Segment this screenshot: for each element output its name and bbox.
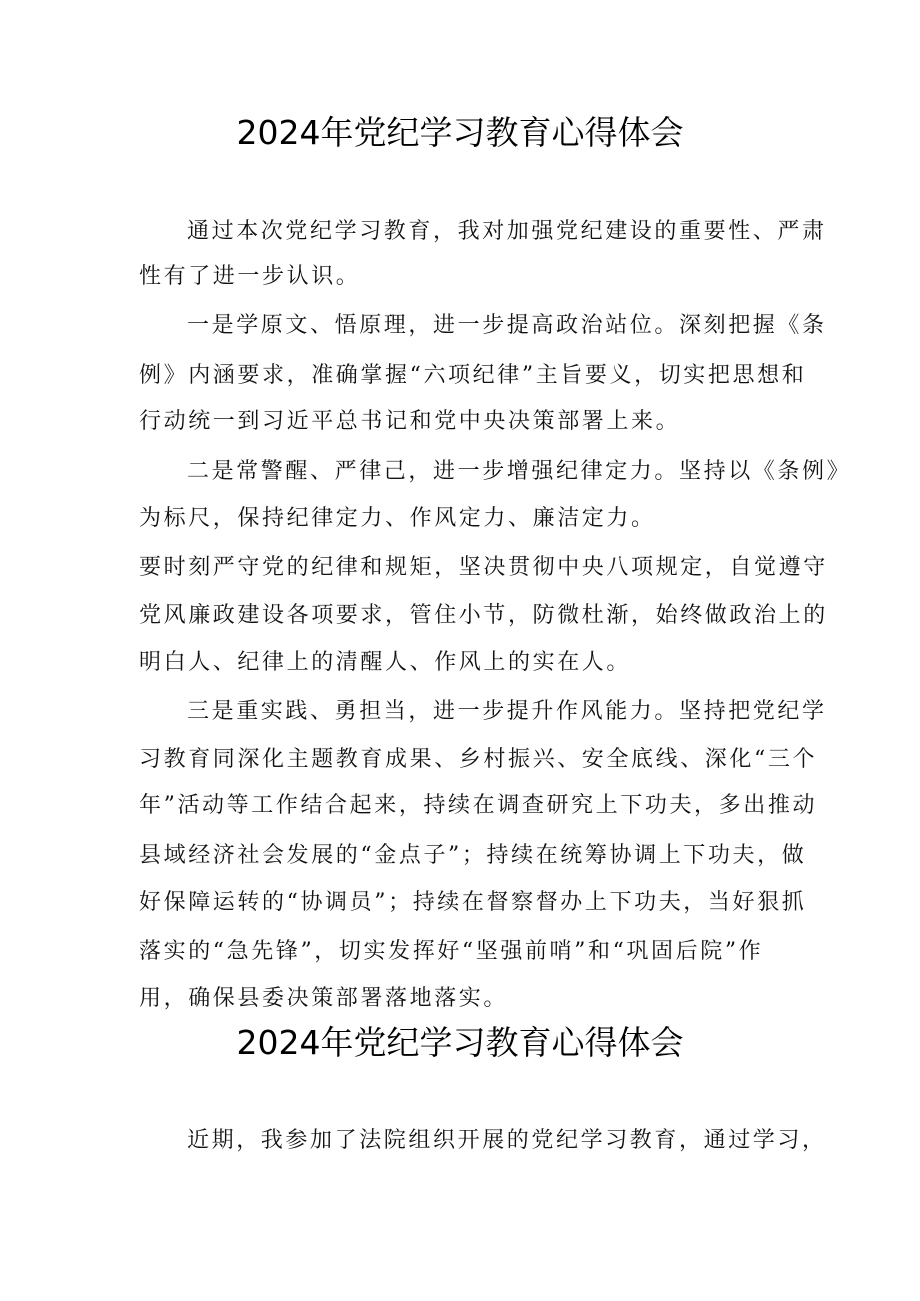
paragraph-line: 二是常警醒、严律己，进一步增强纪律定力。坚持以《条例》 — [187, 459, 852, 484]
paragraph-line: 县域经济社会发展的“金点子”；持续在统筹协调上下功夫，做 — [139, 843, 807, 868]
paragraph-line: 党风廉政建设各项要求，管住小节，防微杜渐，始终做政治上的 — [139, 603, 828, 628]
paragraph-line: 行动统一到习近平总书记和党中央决策部署上来。 — [139, 409, 681, 434]
document-title: 2024年党纪学习教育心得体会 — [236, 113, 684, 152]
paragraph-line: 一是学原文、悟原理，进一步提高政治站位。深刻把握《条 — [187, 313, 827, 338]
paragraph-line: 明白人、纪律上的清醒人、作风上的实在人。 — [139, 650, 632, 675]
paragraph-line: 例》内涵要求，准确掌握“六项纪律”主旨要义，切实把思想和 — [139, 363, 807, 388]
paragraph-line: 为标尺，保持纪律定力、作风定力、廉洁定力。 — [139, 506, 656, 531]
paragraph-line: 落实的“急先锋”，切实发挥好“坚强前哨”和“巩固后院”作 — [139, 939, 764, 964]
paragraph-line: 用，确保县委决策部署落地落实。 — [139, 986, 509, 1011]
paragraph-line: 通过本次党纪学习教育，我对加强党纪建设的重要性、严肃 — [187, 219, 827, 244]
paragraph-line: 要时刻严守党的纪律和规矩，坚决贯彻中央八项规定，自觉遵守 — [139, 555, 828, 580]
paragraph-line: 性有了进一步认识。 — [139, 264, 361, 289]
paragraph-line: 好保障运转的“协调员”；持续在督察督办上下功夫，当好狠抓 — [139, 890, 807, 915]
paragraph-line: 年”活动等工作结合起来，持续在调查研究上下功夫，多出推动 — [139, 793, 818, 818]
paragraph-line: 近期，我参加了法院组织开展的党纪学习教育，通过学习， — [187, 1128, 827, 1153]
document-title: 2024年党纪学习教育心得体会 — [236, 1023, 684, 1062]
paragraph-line: 三是重实践、勇担当，进一步提升作风能力。坚持把党纪学 — [187, 699, 827, 724]
paragraph-line: 习教育同深化主题教育成果、乡村振兴、安全底线、深化“三个 — [139, 747, 818, 772]
